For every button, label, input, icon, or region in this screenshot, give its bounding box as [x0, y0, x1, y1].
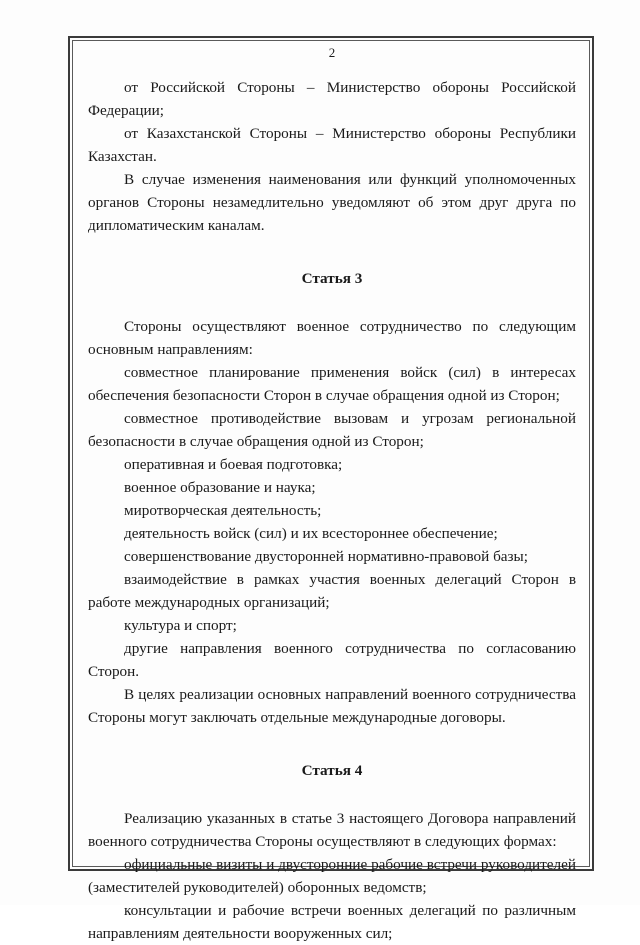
intro-paragraph: от Российской Стороны – Министерство обороны Российской Федерации;: [88, 79, 576, 119]
article-3-paragraph: совместное планирование применения войск (сил) в интересах обеспечения безопасности Сторон в случае обращения одной из Сторон;: [88, 364, 576, 404]
article-3-paragraph: В целях реализации основных направлений военного сотрудничества Стороны могут заключать отдельные международные договоры.: [88, 686, 576, 726]
article-3-paragraph: оперативная и боевая подготовка;: [124, 456, 343, 473]
article-3-paragraph: культура и спорт;: [124, 617, 237, 634]
intro-paragraph: от Казахстанской Стороны – Министерство обороны Республики Казахстан.: [88, 125, 576, 165]
article-3-paragraph: совершенствование двусторонней нормативно-правовой базы;: [124, 548, 528, 565]
article-4-paragraph: официальные визиты и двусторонние рабочие встречи руководителей (заместителей руководителей) оборонных ведомств;: [88, 856, 576, 896]
article-3-paragraph: миротворческая деятельность;: [124, 502, 322, 519]
article-4-paragraph: Реализацию указанных в статье 3 настоящего Договора направлений военного сотрудничества Стороны осуществляют в следующих формах:: [88, 810, 576, 850]
article-3-paragraph: другие направления военного сотрудничества по согласованию Сторон.: [88, 640, 576, 680]
article-3-paragraph: военное образование и наука;: [124, 479, 316, 496]
intro-paragraph: В случае изменения наименования или функций уполномоченных органов Стороны незамедлительно уведомляют об этом друг друга по дипломатическим каналам.: [88, 171, 576, 234]
article-3-paragraph: деятельность войск (сил) и их всестороннее обеспечение;: [124, 525, 498, 542]
article-3-paragraph: Стороны осуществляют военное сотрудничество по следующим основным направлениям:: [88, 318, 576, 358]
article-3-paragraph: совместное противодействие вызовам и угрозам региональной безопасности в случае обращения одной из Сторон;: [88, 410, 576, 450]
article-3-paragraph: взаимодействие в рамках участия военных делегаций Сторон в работе международных организаций;: [88, 571, 576, 611]
document-body: [88, 44, 576, 945]
article-3-heading: Статья 3: [301, 270, 363, 287]
page-number: 2: [328, 45, 336, 60]
article-4-heading: Статья 4: [301, 762, 363, 779]
article-4-paragraph: консультации и рабочие встречи военных делегаций по различным направлениям деятельности вооруженных сил;: [88, 902, 576, 942]
